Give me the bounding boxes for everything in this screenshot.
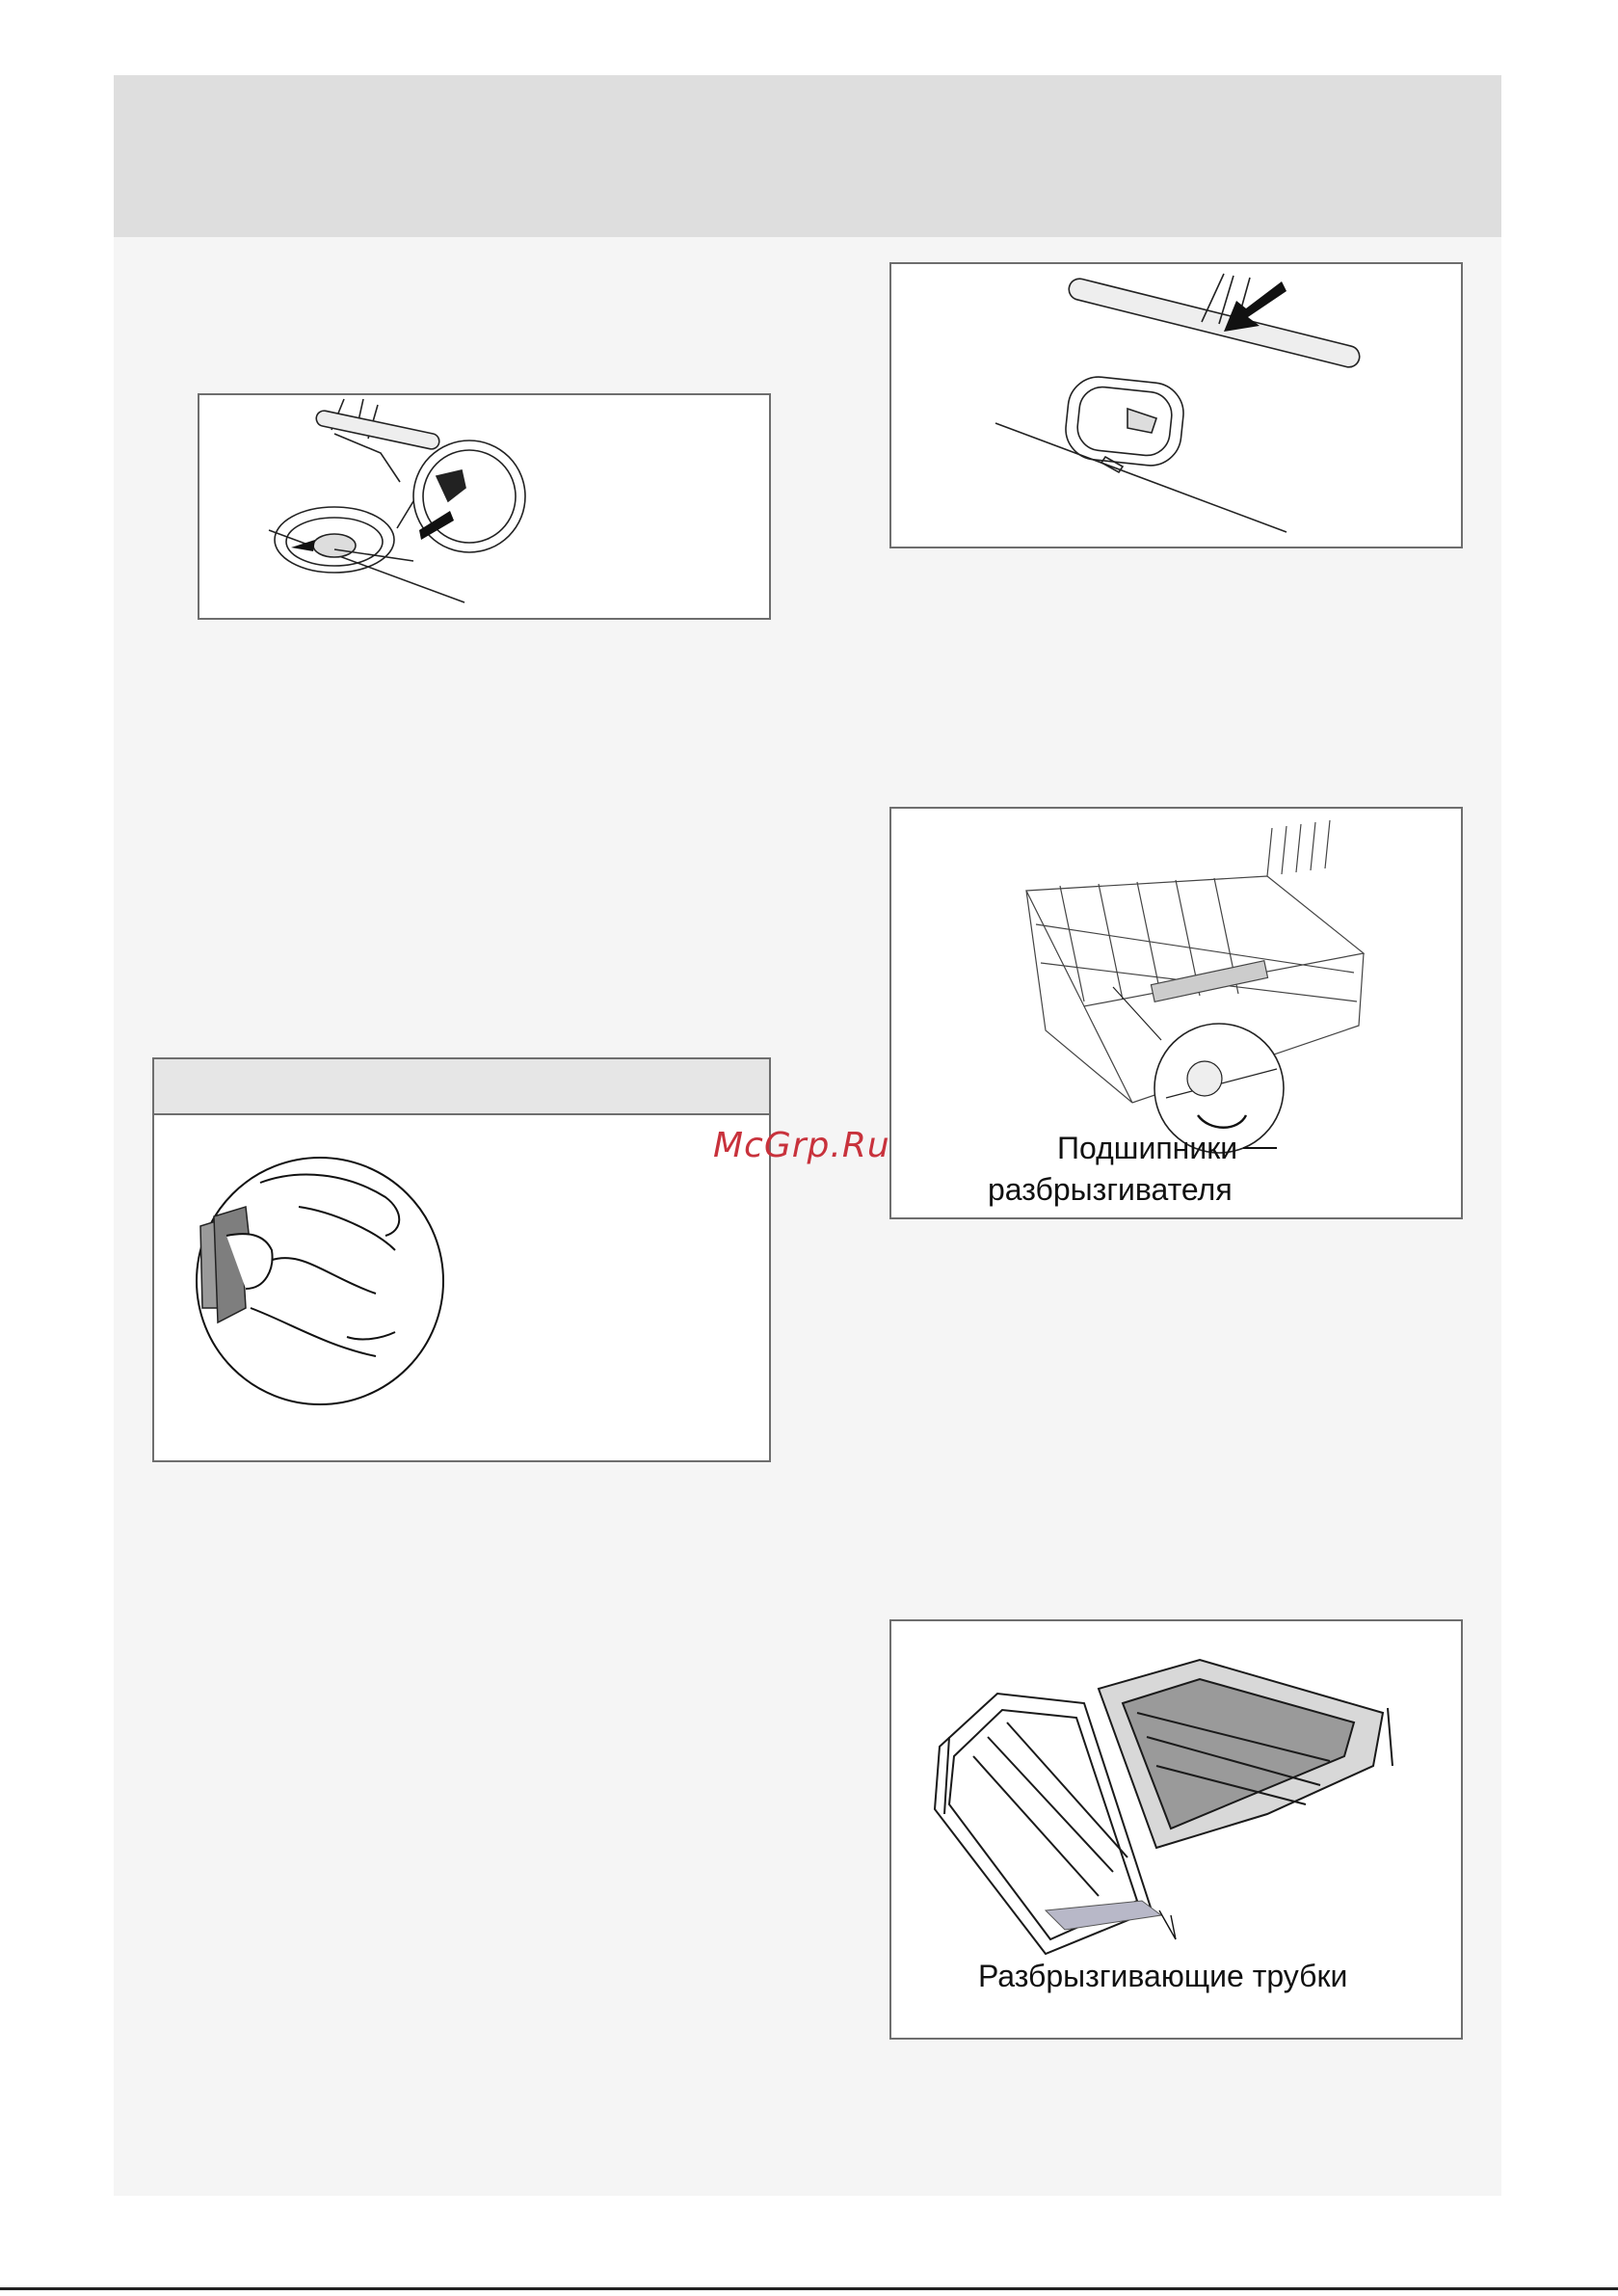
page-header-band [114, 75, 1501, 237]
figure-spray-arm-removal [198, 393, 771, 620]
spray-arm-removal-illustration [199, 395, 773, 622]
note-box [152, 1057, 771, 1462]
bearing-label-line2: разбрызгивателя [988, 1172, 1233, 1207]
spray-arm-lift-illustration [891, 264, 1465, 550]
note-box-header [154, 1059, 769, 1115]
bottom-rule [0, 2287, 1618, 2290]
figure-spray-arm-lift [889, 262, 1463, 548]
spray-tubes-label: Разбрызгивающие трубки [978, 1959, 1348, 1993]
watermark: McGrp.Ru [713, 1126, 890, 1165]
clip-pinch-illustration [154, 1115, 773, 1462]
figure-spray-tubes [889, 1619, 1463, 2040]
figure-spray-arm-bearing [889, 807, 1463, 1219]
bearing-label-line1: Подшипники [1057, 1131, 1238, 1165]
